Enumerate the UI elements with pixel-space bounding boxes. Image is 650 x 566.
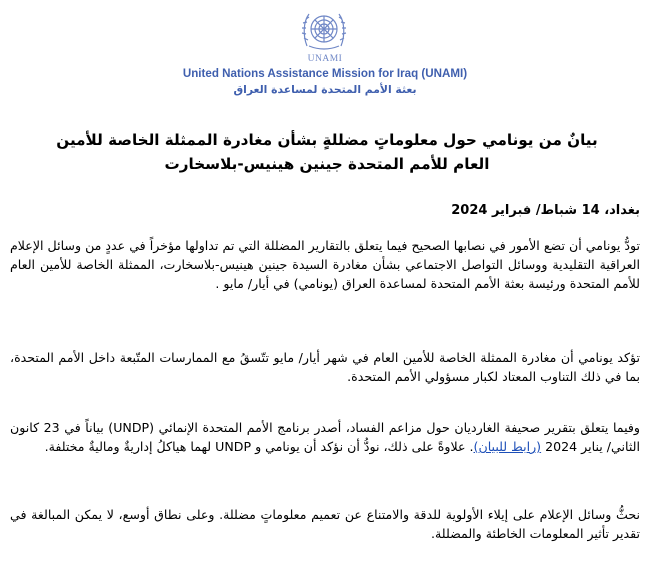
paragraph-3-text-start: وفيما يتعلق بتقرير صحيفة الغارديان حول مزاعم الفساد، أصدر برنامج الأمم المتحدة الإنمائي (UNDP) بياناً في 23 كانون الثاني/ يناير 2024 — [10, 420, 640, 454]
paragraph-1: تودُّ يونامي أن تضع الأمور في نصابها الصحيح فيما يتعلق بالتقارير المضللة التي تم تداولها مؤخراً في عددٍ من وسائل الإعلام العراقية التقليدية ووسائل التواصل الاجتماعي بشأن مغادرة السيدة جينين هينيس-بلاسخارت، الممثلة الخاصة للأمين العام للأمم المتحدة ورئيسة بعثة الأمم المتحدة لمساعدة العراق (يونامي) في أيار/ مايو . — [10, 238, 640, 291]
dateline: بغداد، 14 شباط/ فبراير 2024 — [451, 203, 640, 218]
statement-link[interactable]: (رابط للبيان) — [473, 439, 542, 454]
org-name-english: United Nations Assistance Mission for Iraq (UNAMI) — [182, 67, 468, 80]
un-emblem-icon — [295, 6, 353, 56]
paragraph-4: نحثُّ وسائل الإعلام على إيلاء الأولوية للدقة والامتناع عن تعميم معلوماتٍ مضللة. وعلى نطاق أوسع، لا يمكن المبالغة في تقدير تأثير المعلومات الخاطئة والمضللة. — [10, 507, 640, 541]
paragraph-3 — [10, 418, 640, 456]
letterhead — [0, 0, 650, 108]
org-name-arabic: بعثة الأمم المتحدة لمساعدة العراق — [233, 83, 417, 96]
org-abbreviation: UNAMI — [307, 54, 343, 64]
paragraph-3-text-end: . علاوةً على ذلك، نودُّ أن نؤكد أن يونامي و UNDP لهما هياكلُ إداريةٌ وماليةٌ مختلفة. — [44, 439, 474, 454]
paragraph-2: تؤكد يونامي أن مغادرة الممثلة الخاصة للأمين العام في شهر أيار/ مايو تتّسقُ مع الممارسات المتّبعة داخل الأمم المتحدة، بما في ذلك التناوب المعتاد لكبار مسؤولي الأمم المتحدة. — [10, 350, 640, 384]
statement-title: بيانٌ من يونامي حول معلوماتٍ مضللةٍ بشأن مغادرة الممثلة الخاصة للأمين العام للأمم المتحدة جينين هينيس-بلاسخارت — [56, 131, 598, 173]
